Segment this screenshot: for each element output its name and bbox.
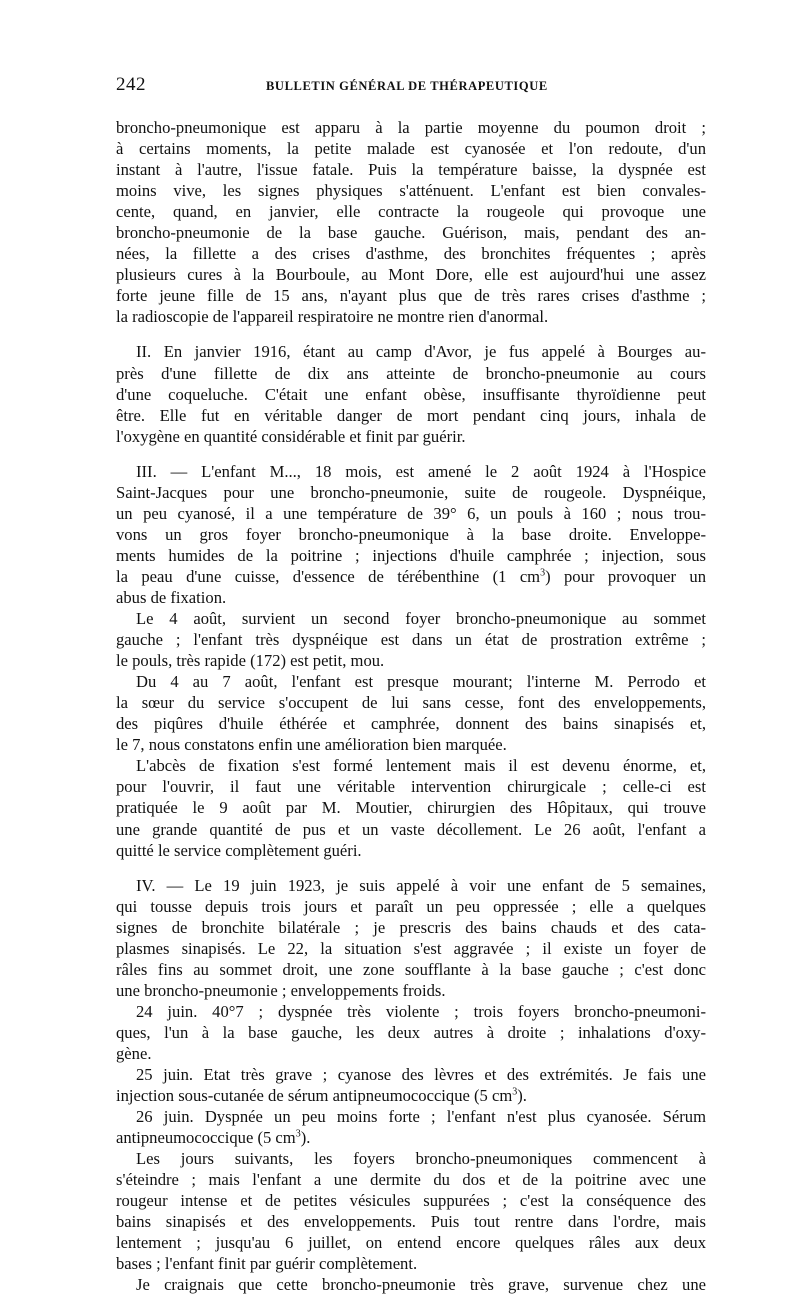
text-line: un peu cyanosé, il a une température de 39° 6, un pouls à 160 ; nous trou- [116,503,706,523]
text-line: forte jeune fille de 15 ans, n'ayant plus que de très rares crises d'asthme ; [116,286,706,306]
text-line: d'une coqueluche. C'était une enfant obèse, insuffisante thyroïdienne peut [116,384,706,404]
paragraph-final [116,1274,706,1295]
text-line: près d'une fillette de dix ans atteinte de broncho-pneumonie au cours [116,363,706,383]
text-line: rougeur intense et de petites vésicules suppurées ; c'est la conséquence des [116,1191,706,1211]
paragraph-case-4 [116,875,706,1001]
text-line: L'abcès de fixation s'est formé lentement mais il est devenu énorme, et, [136,756,706,776]
text-line: moins vive, les signes physiques s'atténuent. L'enfant est bien convales- [116,181,706,201]
text-line: le pouls, très rapide (172) est petit, mou. [116,651,385,671]
text-line: broncho-pneumonique est apparu à la partie moyenne du poumon droit ; [116,118,706,137]
paragraph-june-25 [116,1064,706,1106]
text-line: 24 juin. 40°7 ; dyspnée très violente ; trois foyers broncho-pneumoni- [136,1001,706,1021]
text-line: II. En janvier 1916, étant au camp d'Avor, je fus appelé à Bourges au- [136,342,706,362]
text-line: 26 juin. Dyspnée un peu moins forte ; l'enfant n'est plus cyanosée. Sérum [136,1107,706,1127]
text-line: plasmes sinapisés. Le 22, la situation s'est aggravée ; il existe un foyer de [116,938,706,958]
text-line: lentement ; jusqu'au 6 juillet, on entend encore quelques râles aux deux [116,1233,706,1253]
text-line: une grande quantité de pus et un vaste décollement. Le 26 août, l'enfant a [116,819,706,839]
text-line: III. — L'enfant M..., 18 mois, est amené le 2 août 1924 à l'Hospice [136,461,706,481]
text-line: pratiquée le 9 août par M. Moutier, chirurgien des Hôpitaux, qui trouve [116,798,706,818]
text-line: qui tousse depuis trois jours et paraît un peu oppressée ; elle a quelques [116,896,706,916]
text-line: injection sous-cutanée de sérum antipneumococcique (5 $cm^3$). [116,1086,527,1106]
text-line: 25 juin. Etat très grave ; cyanose des lèvres et des extrémités. Je fais une [136,1065,706,1085]
text-line: vons un gros foyer broncho-pneumonique à la base droite. Enveloppe- [116,524,706,544]
text-line: le 7, nous constatons enfin une amélioration bien marquée. [116,735,507,755]
text-line: la radioscopie de l'appareil respiratoire ne montre rien d'anormal. [116,307,549,327]
text-line: bains sinapisés et des enveloppements. Puis tout rentre dans l'ordre, mais [116,1212,706,1232]
paragraph-following-days [116,1148,706,1274]
paragraph-august-4-to-7 [116,671,706,755]
page-number: 242 [116,74,146,95]
paragraph-abscess [116,755,706,860]
paragraph-august-4 [116,608,706,671]
text-line: des piqûres d'huile éthérée et camphrée, donnent des bains sinapisés et, [116,714,706,734]
paragraph-case-2 [116,341,706,446]
text-line: Je craignais que cette broncho-pneumonie très grave, survenue chez une [136,1275,706,1295]
text-line: ques, l'un à la base gauche, les deux autres à droite ; inhalations d'oxy- [116,1022,706,1042]
paragraph-june-24 [116,1001,706,1064]
text-line: cente, quand, en janvier, elle contracte la rougeole qui provoque une [116,202,706,222]
body-text [116,117,706,1296]
text-line: signes de bronchite bilatérale ; je prescris des bains chauds et des cata- [116,917,706,937]
text-line: abus de fixation. [116,587,227,607]
text-line: à certains moments, la petite malade est cyanosée et l'on redoute, d'un [116,139,706,159]
page-header [116,74,706,98]
text-line: râles fins au sommet droit, une zone soufflante à la base gauche ; c'est donc [116,959,706,979]
text-line: instant à l'autre, l'issue fatale. Puis la température baisse, la dyspnée est [116,160,706,180]
running-title: BULLETIN GÉNÉRAL DE THÉRAPEUTIQUE [266,79,548,93]
text-line: la peau d'une cuisse, d'essence de térébenthine (1 $cm^3$) pour provoquer un [116,566,706,586]
text-line: ments humides de la poitrine ; injections d'huile camphrée ; injection, sous [116,545,706,565]
paragraph-case-1-continuation [116,117,706,327]
text-line: IV. — Le 19 juin 1923, je suis appelé à voir une enfant de 5 semaines, [136,875,706,895]
text-line: quitté le service complètement guéri. [116,840,362,860]
text-line: s'éteindre ; mais l'enfant a une dermite du dos et de la poitrine avec une [116,1170,706,1190]
text-line: antipneumococcique (5 $cm^3$). [116,1128,311,1148]
text-line: nées, la fillette a des crises d'asthme, des bronchites fréquentes ; après [116,244,706,264]
text-line: Saint-Jacques pour une broncho-pneumonie, suite de rougeole. Dyspnéique, [116,482,706,502]
text-line: Du 4 au 7 août, l'enfant est presque mourant; l'interne M. Perrodo et [136,672,706,692]
text-line: Le 4 août, survient un second foyer broncho-pneumonique au sommet [136,609,706,629]
text-line: gène. [116,1043,152,1063]
text-line: Les jours suivants, les foyers broncho-pneumoniques commencent à [136,1149,706,1169]
text-line: gauche ; l'enfant très dyspnéique est dans un état de prostration extrême ; [116,630,706,650]
text-line: pour l'ouvrir, il faut une véritable intervention chirurgicale ; celle-ci est [116,777,706,797]
text-line: broncho-pneumonie de la base gauche. Guérison, mais, pendant des an- [116,223,706,243]
paragraph-case-3 [116,461,706,608]
text-line: la sœur du service s'occupent de lui sans cesse, font des enveloppements, [116,693,706,713]
text-line: bases ; l'enfant finit par guérir complètement. [116,1254,418,1274]
text-line: plusieurs cures à la Bourboule, au Mont Dore, elle est aujourd'hui une assez [116,265,706,285]
text-line: une broncho-pneumonie ; enveloppements froids. [116,980,446,1000]
paragraph-june-26 [116,1106,706,1148]
text-line: être. Elle fut en véritable danger de mort pendant cinq jours, inhala de [116,405,706,425]
text-line: l'oxygène en quantité considérable et finit par guérir. [116,426,466,446]
